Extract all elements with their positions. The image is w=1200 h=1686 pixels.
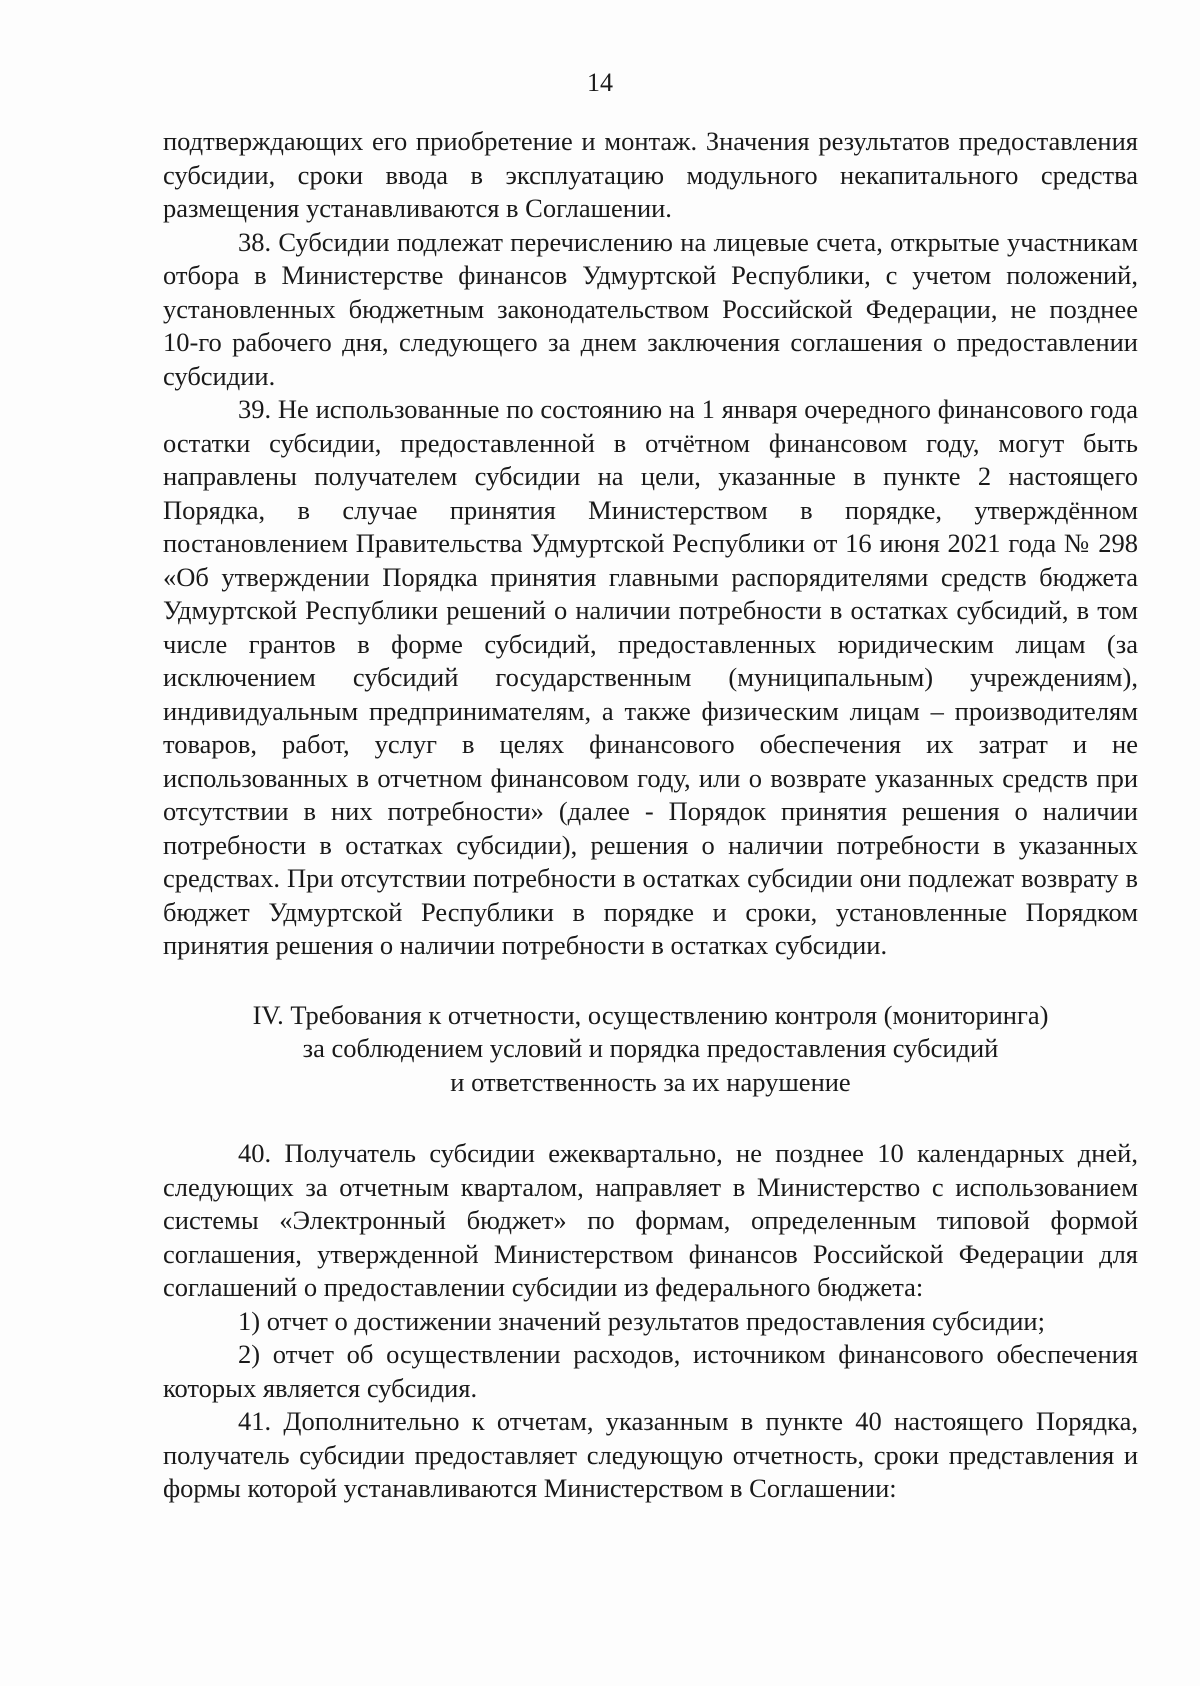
page-number: 14 bbox=[587, 68, 613, 97]
paragraph-continuation: подтверждающих его приобретение и монтаж. Значения результатов предоставления субсидии, сроки ввода в эксплуатацию модульного некапитального средства размещения устанавливаются в Соглашении. bbox=[163, 126, 1138, 223]
paragraph-40: 40. Получатель субсидии ежеквартально, не позднее 10 календарных дней, следующих за отчетным кварталом, направляет в Министерство с использованием системы «Электронный бюджет» по формам, определенным типовой формой соглашения, утвержденной Министерством финансов Российской Федерации для соглашений о предоставлении субсидии из федерального бюджета: bbox=[163, 1138, 1138, 1302]
section-heading-line: за соблюдением условий и порядка предоставления субсидий bbox=[302, 1033, 999, 1063]
section-heading-line: IV. Требования к отчетности, осуществлению контроля (мониторинга) bbox=[252, 999, 1049, 1030]
paragraph-40-item-1: 1) отчет о достижении значений результатов предоставления субсидии; bbox=[238, 1305, 1045, 1336]
section-heading-line: и ответственность за их нарушение bbox=[450, 1066, 851, 1097]
paragraph-40-item-2: 2) отчет об осуществлении расходов, источником финансового обеспечения которых является субсидия. bbox=[163, 1339, 1138, 1403]
paragraph-38: 38. Субсидии подлежат перечислению на лицевые счета, открытые участникам отбора в Министерстве финансов Удмуртской Республики, с учетом положений, установленных бюджетным законодательством Российской Федерации, не позднее 10-го рабочего дня, следующего за днем заключения соглашения о предоставлении субсидии. bbox=[163, 226, 1138, 391]
paragraph-39: 39. Не использованные по состоянию на 1 января очередного финансового года остатки субсидии, предоставленной в отчётном финансовом году, могут быть направлены получателем субсидии на цели, указанные в пункте 2 настоящего Порядка, в случае принятия Министерством в порядке, утверждённом постановлением Правительства Удмуртской Республики от 16 июня 2021 года № 298 «Об утверждении Порядка принятия главными распорядителями средств бюджета Удмуртской Республики решений о наличии потребности в остатках субсидий, в том числе грантов в форме субсидий, предоставленных юридическим лицам (за исключением субсидий государственным (муниципальным) учреждениям), индивидуальным предпринимателям, а также физическим лицам – производителям товаров, работ, услуг в целях финансового обеспечения их затрат и не использованных в отчетном финансовом году, или о возврате указанных средств при отсутствии в них потребности» (далее - Порядок принятия решения о наличии потребности в остатках субсидии), решения о наличии потребности в указанных средствах. При отсутствии потребности в остатках субсидии они подлежат возврату в бюджет Удмуртской Республики в порядке и сроки, установленные Порядком принятия решения о наличии потребности в остатках субсидии. bbox=[163, 394, 1138, 960]
section-heading bbox=[163, 999, 1138, 1100]
document-body bbox=[163, 125, 1138, 1506]
paragraph-41: 41. Дополнительно к отчетам, указанным в пункте 40 настоящего Порядка, получатель субсидии предоставляет следующую отчетность, сроки представления и формы которой устанавливаются Министерством в Соглашении: bbox=[163, 1406, 1138, 1503]
